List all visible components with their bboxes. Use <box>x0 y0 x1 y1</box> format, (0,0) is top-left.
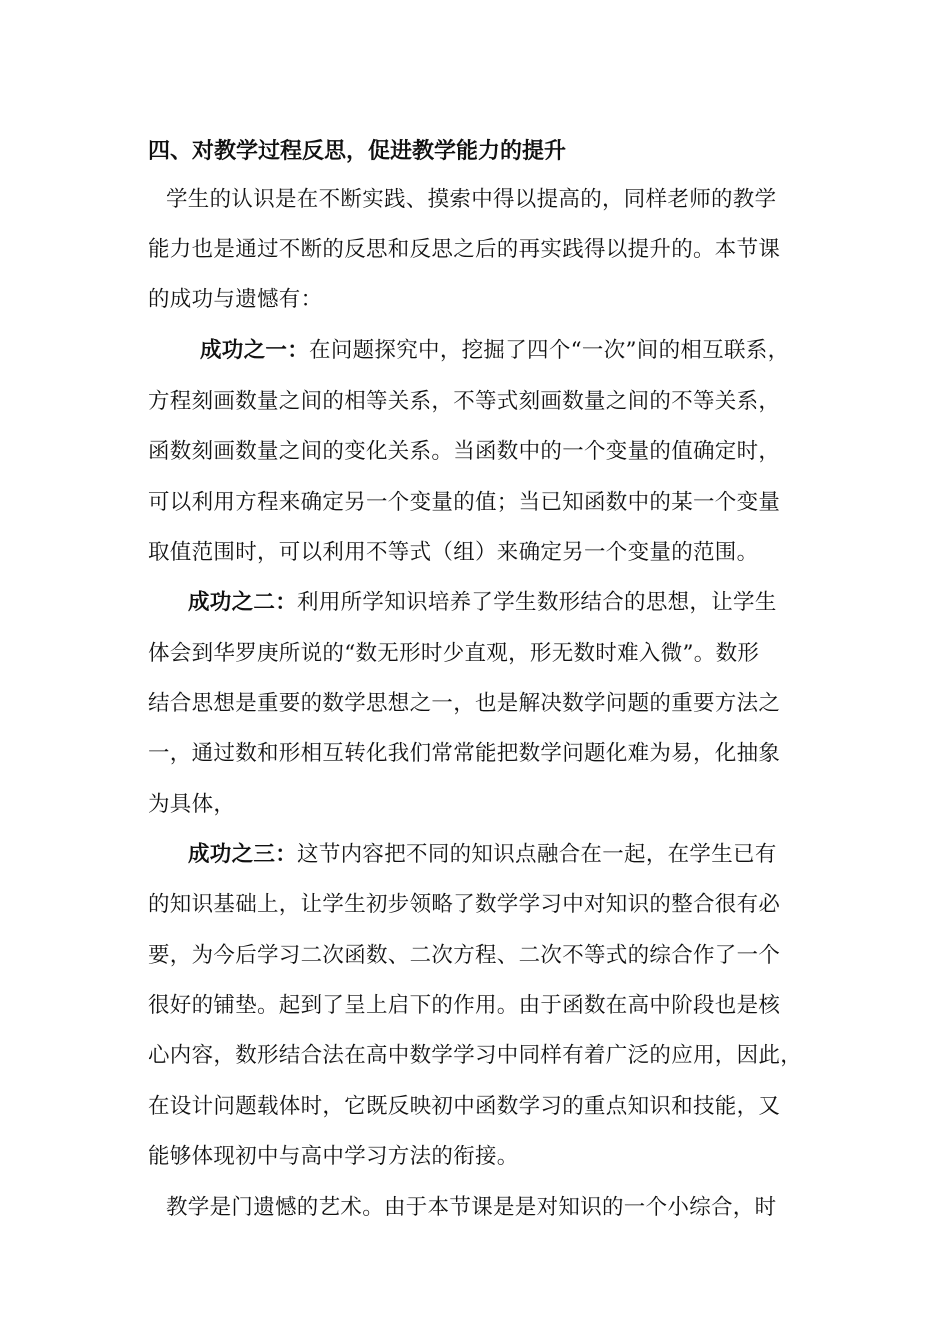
success1-line-4: 可以利用方程来确定另一个变量的值；当已知函数中的某一个变量 <box>148 490 781 515</box>
success1-line-2: 方程刻画数量之间的相等关系，不等式刻画数量之间的不等关系， <box>148 389 781 414</box>
success1-line-3: 函数刻画数量之间的变化关系。当函数中的一个变量的值确定时， <box>148 439 781 464</box>
intro-line-2: 能力也是通过不断的反思和反思之后的再实践得以提升的。本节课 <box>148 237 781 262</box>
success3-line-4: 很好的铺垫。起到了呈上启下的作用。由于函数在高中阶段也是核 <box>148 993 781 1018</box>
success3-line-6: 在设计问题载体时，它既反映初中函数学习的重点知识和技能，又 <box>148 1094 781 1119</box>
success3-label: 成功之三： <box>188 842 298 867</box>
success3-line-3: 要，为今后学习二次函数、二次方程、二次不等式的综合作了一个 <box>148 943 781 968</box>
success1-line-5: 取值范围时，可以利用不等式（组）来确定另一个变量的范围。 <box>148 540 759 565</box>
success2-line-2: 体会到华罗庚所说的“数无形时少直观，形无数时难入微”。数形 <box>148 641 760 666</box>
success1-text: 在问题探究中，挖掘了四个“一次”间的相互联系， <box>309 338 790 363</box>
closing-line: 教学是门遗憾的艺术。由于本节课是是对知识的一个小综合，时 <box>166 1195 777 1220</box>
success2-line-5: 为具体， <box>148 792 236 817</box>
success2-line-4: 一，通过数和形相互转化我们常常能把数学问题化难为易，化抽象 <box>148 741 781 766</box>
success2-text: 利用所学知识培养了学生数形结合的思想，让学生 <box>297 590 777 615</box>
success3-first-line <box>188 837 777 873</box>
success3-line-7: 能够体现初中与高中学习方法的衔接。 <box>148 1144 519 1169</box>
success3-line-5: 心内容，数形结合法在高中数学学习中同样有着广泛的应用，因此， <box>148 1043 803 1068</box>
success1-label: 成功之一： <box>200 338 310 363</box>
intro-line-3: 的成功与遗憾有： <box>148 287 323 312</box>
intro-line-1: 学生的认识是在不断实践、摸索中得以提高的，同样老师的教学 <box>166 187 777 212</box>
success1-first-line <box>200 333 789 369</box>
success2-label: 成功之二： <box>188 590 298 615</box>
success2-first-line <box>188 585 777 621</box>
success2-line-3: 结合思想是重要的数学思想之一，也是解决数学问题的重要方法之 <box>148 691 781 716</box>
success3-line-2: 的知识基础上，让学生初步领略了数学学习中对知识的整合很有必 <box>148 892 781 917</box>
success3-text: 这节内容把不同的知识点融合在一起，在学生已有 <box>297 842 777 867</box>
section-heading: 四、对教学过程反思，促进教学能力的提升 <box>148 138 567 164</box>
